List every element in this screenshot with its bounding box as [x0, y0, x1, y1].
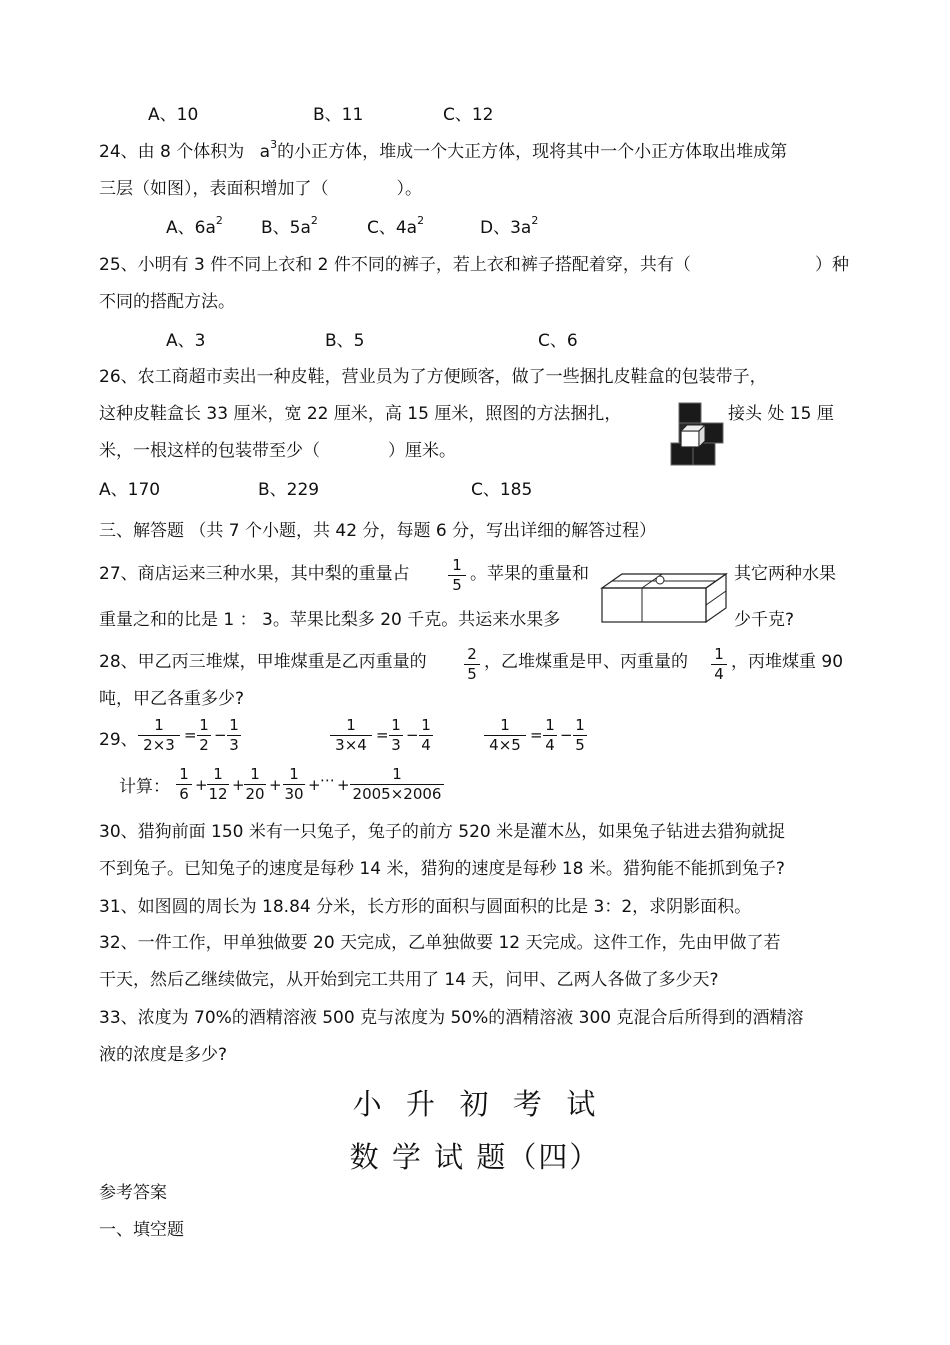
q29-calc-term-1: 1 6 [176, 766, 192, 803]
q29-calc-label: 计算： [119, 777, 170, 797]
q24-option-d: D、$3a^2$ [480, 214, 539, 238]
q28-fraction-2: 1 4 [711, 646, 727, 683]
section-3-heading: 三、解答题 （共 7 个小题，共 42 分，每题 6 分，写出详细的解答过程） [99, 521, 657, 541]
q26-option-b: B、229 [258, 480, 320, 500]
q33-line2: 液的浓度是多少? [99, 1045, 228, 1065]
q29-eq3-lhs: 1 4×5 [484, 717, 526, 754]
q29-eq1-lhs: 1 2×3 [138, 717, 180, 754]
q33-line1: 33、浓度为 70%的酒精溶液 500 克与浓度为 50%的酒精溶液 300 克混合后所得到的酒精溶 [99, 1008, 804, 1028]
q24-option-c: C、$4a^2$ [367, 214, 425, 238]
q26-line1: 26、农工商超市卖出一种皮鞋，营业员为了方便顾客，做了一些捆扎皮鞋盒的包装带子， [99, 367, 767, 387]
q28-line2: 吨，甲乙各重多少? [99, 689, 245, 709]
q29-calc-plus-5: + [337, 776, 350, 794]
q28-mid: ，乙堆煤重是甲、丙重量的 [484, 652, 688, 672]
q29-eq1-r1: 1 2 [197, 717, 211, 754]
answer-section-1: 一、填空题 [99, 1220, 184, 1240]
q29-calc-last-term: 1 2005×2006 [350, 766, 444, 803]
q29-calc-term-2: 1 12 [208, 765, 228, 803]
answer-heading: 参考答案 [99, 1183, 167, 1203]
q29-calc-plus-3: + [269, 776, 282, 794]
q29-eq3-equals: = [530, 726, 543, 744]
q24-option-a: A、$6a^2$ [166, 214, 223, 238]
cube-stack-figure [667, 401, 727, 469]
q26-line2-left: 这种皮鞋盒长 33 厘米，宽 22 厘米，高 15 厘米，照图的方法捆扎， [99, 404, 622, 424]
q29-eq2-r1: 1 3 [389, 717, 403, 754]
q27-line1-pre: 27、商店运来三种水果，其中梨的重量占 [99, 564, 410, 584]
q26-line3: 米，一根这样的包装带至少（ ）厘米。 [99, 441, 456, 461]
q23-option-c: C、12 [443, 105, 494, 125]
q25-line1-left: 25、小明有 3 件不同上衣和 2 件不同的裤子，若上衣和裤子搭配着穿，共有（ [99, 255, 691, 275]
q25-line2: 不同的搭配方法。 [99, 292, 235, 312]
q28-fraction-1: 2 5 [464, 646, 480, 683]
q29-eq1-r2: 1 3 [227, 717, 241, 754]
q29-eq3-minus: − [560, 726, 573, 744]
q25-option-c: C、6 [538, 331, 578, 351]
q27-line1-right: 其它两种水果 [734, 564, 836, 584]
q29-calc-dots: ⋯ [320, 771, 335, 789]
q26-option-c: C、185 [471, 480, 533, 500]
q31: 31、如图圆的周长为 18.84 分米，长方形的面积与圆面积的比是 3：2，求阴影面积。 [99, 897, 752, 917]
q27-line2-right: 少千克? [734, 610, 795, 630]
q29-eq1-equals: = [184, 726, 197, 744]
q24-line2: 三层（如图），表面积增加了（ ）。 [99, 179, 422, 199]
q29-eq2-r2: 1 4 [419, 717, 433, 754]
q29-label: 29、 [99, 730, 138, 750]
q29-eq2-minus: − [406, 726, 419, 744]
q24-option-b: B、$5a^2$ [261, 214, 318, 238]
q29-calc-plus-2: + [232, 776, 245, 794]
q23-option-a: A、10 [148, 105, 199, 125]
q30-line1: 30、猎狗前面 150 米有一只兔子，兔子的前方 520 米是灌木丛，如果兔子钻进去猎狗就捉 [99, 822, 786, 842]
exam-title: 小 升 初 考 试 [352, 1087, 598, 1121]
q30-line2: 不到兔子。已知兔子的速度是每秒 14 米，猎狗的速度是每秒 18 米。猎狗能不能抓到兔子? [99, 859, 785, 879]
q27-fraction: 1 5 [448, 557, 466, 594]
q32-line1: 32、一件工作，甲单独做要 20 天完成，乙单独做要 12 天完成。这件工作，先由甲做了若 [99, 933, 781, 953]
q25-option-b: B、5 [325, 331, 365, 351]
q29-eq2-lhs: 1 3×4 [330, 717, 372, 754]
q26-option-a: A、170 [99, 480, 161, 500]
q28-post: ，丙堆煤重 90 [731, 652, 844, 672]
q32-line2: 干天，然后乙继续做完，从开始到完工共用了 14 天，问甲、乙两人各做了多少天? [99, 970, 719, 990]
q27-line2-left: 重量之和的比是 1 ： 3。苹果比梨多 20 千克。共运来水果多 [99, 610, 561, 630]
q29-eq3-r1: 1 4 [543, 717, 557, 754]
q23-option-b: B、11 [313, 105, 364, 125]
box-figure [598, 570, 730, 626]
q28-pre: 28、甲乙丙三堆煤，甲堆煤重是乙丙重量的 [99, 652, 427, 672]
q25-option-a: A、3 [166, 331, 206, 351]
q27-line1-post: 。苹果的重量和 [470, 564, 589, 584]
q29-calc-plus-1: + [195, 776, 208, 794]
q24-line1: 24、由 8 个体积为 $a^3$的小正方体，堆成一个大正方体，现将其中一个小正方体取出堆成第 [99, 138, 788, 162]
q29-eq1-minus: − [214, 726, 227, 744]
q29-calc-term-3: 1 20 [245, 765, 265, 803]
q29-calc-plus-4: + [308, 776, 321, 794]
q25-line1-right: ）种 [815, 255, 849, 275]
q29-calc-term-4: 1 30 [284, 765, 304, 803]
q29-eq2-equals: = [376, 726, 389, 744]
exam-subtitle: 数 学 试 题（四） [349, 1140, 601, 1174]
q26-line2-right: 接头 处 15 厘 [728, 404, 834, 424]
q29-eq3-r2: 1 5 [573, 717, 587, 754]
